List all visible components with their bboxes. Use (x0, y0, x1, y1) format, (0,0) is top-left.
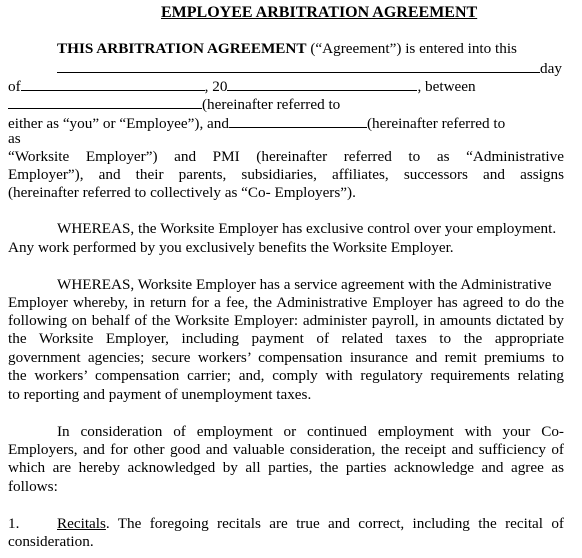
consideration-line-2: Employers, and for other good and valuable consideration, the receipt and sufficiency of (8, 441, 564, 458)
whereas-2-line-3: following on behalf of the Worksite Employer: administer payroll, in amounts dictated by (8, 312, 564, 329)
of-label: of (8, 78, 21, 95)
whereas-1-line-2: Any work performed by you exclusively benefits the Worksite Employer. (8, 239, 454, 256)
hereinafter-2: (hereinafter referred to (366, 115, 506, 132)
intro-line-8: Employer”), and their parents, subsidiaries, affiliates, successors and assigns (8, 166, 564, 183)
intro-line-4 (8, 94, 340, 114)
hereinafter-1: (hereinafter referred to (202, 96, 341, 113)
year-prefix: , 20 (204, 78, 228, 95)
agreement-lead: THIS ARBITRATION AGREEMENT (57, 40, 307, 57)
section-1-number: 1. (8, 515, 20, 532)
intro-line-6: as (8, 130, 21, 147)
agreement-lead-rest: (“Agreement”) is entered into this (306, 40, 517, 57)
whereas-2-line-6: the workers’ compensation carrier; and, comply with regulatory requirements relating (8, 367, 564, 384)
intro-line-5 (8, 113, 505, 133)
intro-line-7: “Worksite Employer”) and PMI (hereinafter referred to as “Administrative (8, 148, 564, 165)
between-label: , between (417, 78, 476, 95)
consideration-line-1: In consideration of employment or continued employment with your Co- (57, 423, 564, 440)
whereas-2-line-7: to reporting and payment of unemployment taxes. (8, 386, 312, 403)
document-title: EMPLOYEE ARBITRATION AGREEMENT (161, 4, 478, 21)
year-blank[interactable] (227, 76, 417, 91)
section-1-line-1 (57, 515, 564, 533)
whereas-2-line-4: the Worksite Employer, including payment of related taxes to the appropriate (8, 330, 564, 347)
day-blank[interactable] (57, 58, 540, 73)
month-blank[interactable] (21, 76, 205, 91)
whereas-2-line-5: government agencies; secure workers’ compensation insurance and remit premiums to (8, 349, 564, 366)
employee-name-blank[interactable] (8, 94, 202, 109)
consideration-line-3: which are hereby acknowledged by all parties, the parties acknowledge and agree as (8, 459, 564, 476)
intro-line-9: (hereinafter referred to collectively as “Co- Employers”). (8, 184, 356, 201)
section-1-text: . The foregoing recitals are true and correct, including the recital of (105, 515, 564, 532)
intro-line-2 (57, 58, 562, 78)
whereas-1-line-1: WHEREAS, the Worksite Employer has exclusive control over your employment. (57, 220, 557, 237)
intro-line-3 (8, 76, 476, 96)
either-as-you: either as “you” or “Employee”), and (8, 115, 229, 132)
whereas-2-line-1: WHEREAS, Worksite Employer has a service agreement with the Administrative (57, 276, 552, 293)
section-1-heading: Recitals (57, 515, 106, 532)
worksite-employer-blank[interactable] (229, 113, 367, 128)
day-label: day (540, 60, 562, 77)
section-1-line-2: consideration. (8, 533, 94, 550)
whereas-2-line-2: Employer whereby, in return for a fee, the Administrative Employer has agreed to do the (8, 294, 564, 311)
consideration-line-4: follows: (8, 478, 58, 495)
intro-line-1 (57, 40, 517, 58)
